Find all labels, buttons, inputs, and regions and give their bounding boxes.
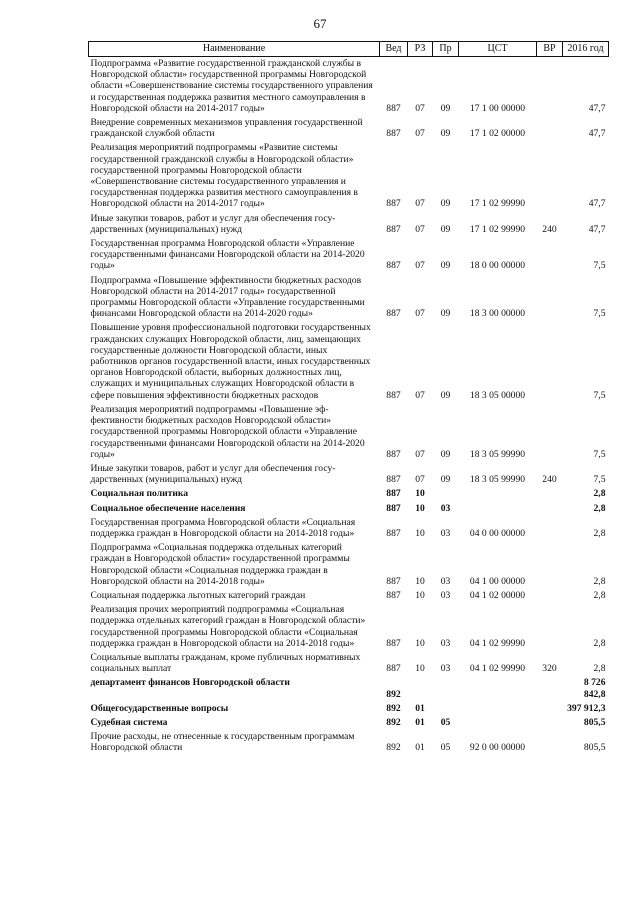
row-rz: 07 [415,102,425,114]
table-row [89,237,609,274]
row-pr [433,702,459,716]
column-header-year: 2016 год [563,42,609,57]
row-name: Иные закупки товаров, работ и услуг для обеспечения государственных (муниципальных) нужд [90,212,336,235]
row-amount: 47,7 [588,223,606,235]
row-amount: 47,7 [588,198,606,210]
row-pr: 09 [440,448,451,460]
row-ved: 887 [386,389,401,401]
row-amount: 2,8 [593,527,606,539]
row-amount: 397 912,3 [567,702,606,714]
row-pr [433,676,459,701]
row-amount: 7,5 [593,448,606,460]
row-amount: 8 726 842,8 [583,677,606,700]
row-rz: 07 [415,198,425,210]
row-pr: 05 [440,742,451,754]
row-pr: 03 [440,502,451,514]
row-amount: 2,8 [593,488,606,500]
row-vr [537,541,563,589]
row-cst [459,487,537,501]
row-pr: 03 [440,527,451,539]
table-row [89,702,609,716]
row-name: Иные закупки товаров, работ и услуг для обеспечения государственных (муниципальных) нужд [90,462,336,486]
row-pr: 09 [440,128,451,140]
row-vr [537,237,563,274]
row-vr [537,502,563,516]
row-name: Подпрограмма «Повышение эффективности бюджетных расходов Новгородской области на 2014-2017 годы» государственной программы Новгородской области «Управление государственными финансами Новгородской области на 2014-2020 годы» [90,274,365,320]
row-vr [537,589,563,603]
row-amount: 805,5 [583,742,606,754]
row-amount: 7,5 [593,389,606,401]
table-row [89,274,609,322]
row-name: Реализация мероприятий подпрограммы «Повышение эффективности бюджетных расходов Новгородской области» государственной программы Новгородской области «Управление государственными финансами Новгородской области на 2014-2020 годы» [90,403,365,460]
row-rz: 07 [415,128,425,140]
row-ved: 887 [386,102,401,114]
table-row [89,57,609,117]
row-amount: 7,5 [593,260,606,272]
row-cst [459,716,537,730]
row-amount: 2,8 [593,502,606,514]
column-header-vr: ВР [537,42,563,57]
row-cst: 92 0 00 00000 [469,742,526,754]
row-ved: 887 [386,663,401,675]
row-vr [537,603,563,651]
table-header-row [89,42,609,57]
row-pr: 03 [440,589,451,601]
row-ved: 887 [386,308,401,320]
row-amount: 805,5 [583,716,606,728]
row-pr: 09 [440,260,451,272]
row-cst: 17 1 00 00000 [469,102,526,114]
row-cst: 04 0 00 00000 [469,527,526,539]
row-ved: 887 [386,575,401,587]
table-row [89,730,609,755]
row-vr [537,516,563,541]
row-cst: 04 1 02 00000 [469,589,526,601]
row-ved: 887 [386,527,401,539]
row-name: Судебная система [90,716,168,728]
row-cst: 04 1 02 99990 [469,663,526,675]
row-pr: 09 [440,308,451,320]
row-ved: 887 [386,589,401,601]
row-ved: 892 [386,688,401,700]
table-body [89,57,609,756]
row-pr: 03 [440,575,451,587]
row-cst [459,702,537,716]
row-name: Подпрограмма «Социальная поддержка отдельных категорий граждан в Новгородской области» государственной программы Новгородской области «Социальная поддержка граждан в Новгородской области на 2014-2018 годы» [90,542,350,587]
table-row [89,403,609,462]
row-rz: 01 [415,742,425,754]
row-ved: 892 [386,716,401,728]
row-rz: 10 [415,527,425,539]
row-amount: 47,7 [588,128,606,140]
row-pr: 03 [440,637,451,649]
table-row [89,589,609,603]
table-row [89,502,609,516]
budget-table [88,41,609,756]
table-row [89,141,609,211]
table-row [89,487,609,501]
table-row [89,462,609,487]
column-header-name: Наименование [89,42,380,57]
row-vr: 320 [542,663,557,675]
table-row [89,651,609,676]
row-name: Государственная программа Новгородской области «Управление государственными финансами Новгородской области на 2014-2020 годы» [90,238,365,272]
row-cst: 18 3 05 99990 [469,448,526,460]
row-amount: 2,8 [593,575,606,587]
table-row [89,603,609,651]
row-vr [537,730,563,755]
row-vr [537,116,563,141]
row-rz: 10 [415,637,425,649]
row-rz: 07 [415,389,425,401]
row-ved: 887 [386,488,401,500]
row-pr: 03 [440,663,451,675]
row-ved: 887 [386,448,401,460]
row-rz: 07 [415,308,425,320]
row-rz: 10 [415,589,425,601]
row-pr: 09 [440,474,451,486]
row-name: Государственная программа Новгородской области «Социальная поддержка граждан в Новгородской области на 2014-2018 годы» [90,516,356,539]
row-rz [408,676,433,701]
table-row [89,541,609,589]
column-header-rz: РЗ [408,42,433,57]
row-rz: 07 [415,448,425,460]
table-row [89,516,609,541]
row-cst: 04 1 02 99990 [469,637,526,649]
row-cst: 18 3 00 00000 [469,308,526,320]
row-cst: 17 1 02 99990 [469,223,526,235]
row-ved: 887 [386,223,401,235]
column-header-cst: ЦСТ [459,42,537,57]
row-cst: 17 1 02 99990 [469,198,526,210]
row-rz: 10 [415,488,425,500]
row-amount: 2,8 [593,637,606,649]
row-amount: 7,5 [593,308,606,320]
row-name: Повышение уровня профессиональной подготовки государственных гражданских служащих Новгородской области, лиц, замещающих государственные должности Новгородской области, иных работников органов государственной власти, иных государственных органов Новгородской области, выборных должностных лиц, служащих и муниципальных служащих Новгородской области в сфере повышения эффективности бюджетных расходов [90,322,371,401]
row-pr: 09 [440,389,451,401]
row-vr [537,716,563,730]
column-header-pr: Пр [433,42,459,57]
row-cst: 18 3 05 99990 [469,474,526,486]
table-row [89,321,609,402]
table-row [89,116,609,141]
row-ved: 887 [386,198,401,210]
row-cst: 04 1 00 00000 [469,575,526,587]
row-pr: 09 [440,102,451,114]
row-amount: 2,8 [593,589,606,601]
column-header-ved: Вед [380,42,408,57]
row-name: Социальная поддержка льготных категорий граждан [90,589,306,601]
row-ved: 892 [386,742,401,754]
row-amount: 47,7 [588,102,606,114]
row-name: Подпрограмма «Развитие государственной гражданской службы в Новгородской области» государственной программы Новгородской области «Совершенствование системы государственного управления и государственная поддержка развития местного самоуправления в Новгородской области на 2014-2017 годы» [90,58,373,114]
row-rz: 07 [415,260,425,272]
page-number: 67 [313,16,327,31]
row-vr [537,57,563,117]
row-pr [433,487,459,501]
row-pr: 05 [440,716,451,728]
row-vr [537,702,563,716]
row-vr [537,487,563,501]
row-ved: 887 [386,474,401,486]
row-vr [537,141,563,211]
row-ved: 887 [386,637,401,649]
row-vr: 240 [542,223,557,235]
row-rz: 07 [415,474,425,486]
row-pr: 09 [440,223,451,235]
row-rz: 07 [415,223,425,235]
table-row [89,676,609,701]
row-cst [459,676,537,701]
row-name: Прочие расходы, не отнесенные к государственным программам Новгородской области [90,731,355,754]
row-name: департамент финансов Новгородской области [90,677,290,689]
table-row [89,716,609,730]
row-cst [459,502,537,516]
row-name: Социальные выплаты гражданам, кроме публичных нормативных социальных выплат [90,651,361,675]
row-ved: 892 [386,702,401,714]
row-amount: 2,8 [593,663,606,675]
row-name: Социальное обеспечение населения [90,502,246,514]
row-name: Социальная политика [90,488,189,500]
row-cst: 17 1 02 00000 [469,128,526,140]
row-rz: 10 [415,575,425,587]
row-name: Внедрение современных механизмов управления государственной гражданской службой области [90,117,363,140]
row-ved: 887 [386,128,401,140]
row-rz: 10 [415,663,425,675]
row-pr: 09 [440,198,451,210]
row-name: Реализация прочих мероприятий подпрограммы «Социальная поддержка отдельных категорий граждан в Новгородской области» государственной программы Новгородской области «Социальная поддержка граждан в Новгородской области на 2014-2018 годы» [90,604,366,649]
row-cst: 18 0 00 00000 [469,260,526,272]
row-vr [537,676,563,701]
row-vr [537,321,563,402]
row-cst: 18 3 05 00000 [469,389,526,401]
row-ved: 887 [386,260,401,272]
row-rz: 01 [415,716,425,728]
row-vr [537,274,563,322]
row-name: Реализация мероприятий подпрограммы «Развитие системы государственной гражданской службы в Новгородской области» государственной программы Новгородской области «Совершенствование системы государственного управления и государственная поддержка развития местного самоуправления в Новгородской области на 2014-2017 годы» [90,142,358,210]
row-rz: 10 [415,502,425,514]
row-ved: 887 [386,502,401,514]
row-amount: 7,5 [593,474,606,486]
row-rz: 01 [415,702,425,714]
row-vr: 240 [542,474,557,486]
row-vr [537,403,563,462]
row-name: Общегосударственные вопросы [90,702,229,714]
table-row [89,212,609,237]
